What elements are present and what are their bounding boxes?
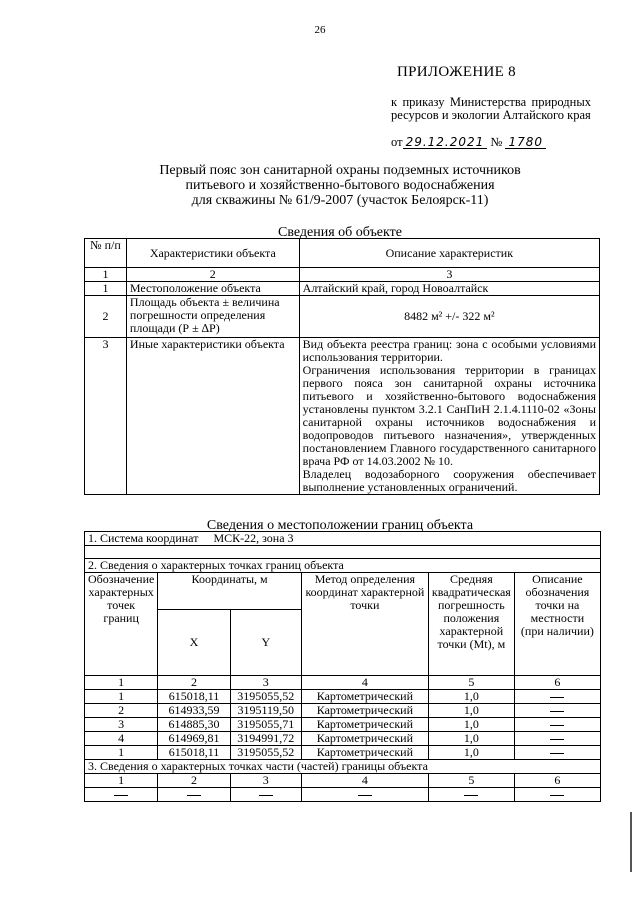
index-cell: 5 — [428, 774, 514, 788]
row-characteristic: Местоположение объекта — [126, 282, 299, 296]
point-method: Картометрический — [301, 732, 428, 746]
table-row — [85, 704, 601, 718]
point-method: Картометрический — [301, 718, 428, 732]
index-cell: 4 — [301, 676, 428, 690]
header-num: № п/п — [85, 239, 127, 268]
boundary-points-table — [84, 531, 601, 802]
table-row — [85, 732, 601, 746]
table-row — [85, 718, 601, 732]
order-reference: к приказу Министерства природных ресурсов и экологии Алтайского края — [391, 95, 591, 122]
document-title-line: Первый пояс зон санитарной охраны подземных источников — [159, 163, 521, 178]
index-cell: 6 — [514, 676, 600, 690]
empty-dash-cell — [514, 788, 600, 802]
index-cell: 1 — [85, 774, 158, 788]
point-id: 1 — [85, 746, 158, 760]
row-description: 8482 м² +/- 322 м² — [299, 296, 599, 338]
point-id: 2 — [85, 704, 158, 718]
table-row — [85, 746, 601, 760]
index-cell: 2 — [158, 676, 230, 690]
index-cell: 2 — [158, 774, 230, 788]
point-y: 3195055,52 — [230, 746, 301, 760]
index-cell: 3 — [230, 676, 301, 690]
order-prefix: от — [391, 135, 403, 149]
coord-system-value: МСК-22, зона 3 — [213, 531, 294, 545]
document-title-line: для скважины № 61/9-2007 (участок Белоярск-11) — [191, 193, 489, 208]
header-error: Средняя квадратическая погрешность положения характерной точки (Mt), м — [428, 573, 514, 676]
index-cell: 4 — [301, 774, 428, 788]
points-label: 2. Сведения о характерных точках границ объекта — [85, 559, 601, 573]
point-y: 3195119,50 — [230, 704, 301, 718]
object-info-table — [84, 238, 600, 495]
row-num: 1 — [85, 282, 127, 296]
row-num: 2 — [85, 296, 127, 338]
index-cell: 3 — [230, 774, 301, 788]
coord-system-label: 1. Система координат — [88, 531, 199, 545]
table-row — [85, 690, 601, 704]
empty-dash-cell — [230, 788, 301, 802]
point-description-dash — [514, 718, 600, 732]
empty-dash-cell — [301, 788, 428, 802]
point-id: 1 — [85, 690, 158, 704]
point-x: 615018,11 — [158, 690, 230, 704]
order-number-label: № — [490, 135, 503, 149]
section-location-title: Сведения о местоположении границ объекта — [206, 518, 474, 533]
order-date: 29.12.2021 — [403, 136, 488, 149]
table-row — [85, 788, 601, 802]
header-y: Y — [230, 610, 301, 676]
point-error: 1,0 — [428, 718, 514, 732]
empty-dash-cell — [85, 788, 158, 802]
header-coords: Координаты, м — [158, 573, 302, 610]
point-x: 614885,30 — [158, 718, 230, 732]
description-paragraph: Ограничения использования территории в границах первого пояса зон санитарной охраны источника питьевого и хозяйственно-бытового водоснабжения установлены пунктом 3.2.1 СанПиН 2.1.4.1110-02 «Зоны санитарной охраны источников водоснабжения и водопроводов питьевого назначения», утвержденных постановлением Главного государственного санитарного врача РФ от 14.03.2002 № 10. — [302, 363, 596, 468]
index-cell: 6 — [514, 774, 600, 788]
point-id: 4 — [85, 732, 158, 746]
point-error: 1,0 — [428, 704, 514, 718]
index-cell: 2 — [126, 268, 299, 282]
index-cell: 1 — [85, 676, 158, 690]
parts-label: 3. Сведения о характерных точках части (частей) границы объекта — [85, 760, 601, 774]
order-line — [391, 135, 546, 150]
empty-row — [85, 546, 601, 559]
point-error: 1,0 — [428, 746, 514, 760]
row-characteristic: Площадь объекта ± величина погрешности определения площади (Р ± ∆Р) — [126, 296, 299, 338]
point-error: 1,0 — [428, 690, 514, 704]
index-cell: 1 — [85, 268, 127, 282]
header-point: Обозначение характерных точек границ — [85, 573, 158, 676]
row-description — [299, 338, 599, 495]
scan-edge-mark — [630, 812, 632, 872]
point-method: Картометрический — [301, 746, 428, 760]
point-description-dash — [514, 732, 600, 746]
point-y: 3195055,71 — [230, 718, 301, 732]
appendix-title: ПРИЛОЖЕНИЕ 8 — [397, 64, 516, 80]
point-x: 614933,59 — [158, 704, 230, 718]
point-y: 3195055,52 — [230, 690, 301, 704]
document-title-line: питьевого и хозяйственно-бытового водоснабжения — [185, 178, 495, 193]
point-y: 3194991,72 — [230, 732, 301, 746]
index-cell: 5 — [428, 676, 514, 690]
header-x: X — [158, 610, 230, 676]
description-paragraph: Вид объекта реестра границ: зона с особыми условиями использования территории. — [302, 337, 596, 364]
empty-dash-cell — [428, 788, 514, 802]
index-cell: 3 — [299, 268, 599, 282]
row-description: Алтайский край, город Новоалтайск — [299, 282, 599, 296]
page-number: 26 — [314, 24, 326, 36]
empty-dash-cell — [158, 788, 230, 802]
point-x: 614969,81 — [158, 732, 230, 746]
point-description-dash — [514, 690, 600, 704]
description-paragraph: Владелец водозаборного сооружения обеспечивает выполнение установленных ограничений. — [302, 467, 596, 494]
row-characteristic: Иные характеристики объекта — [126, 338, 299, 495]
point-method: Картометрический — [301, 690, 428, 704]
header-characteristic: Характеристики объекта — [126, 239, 299, 268]
point-method: Картометрический — [301, 704, 428, 718]
section-object-title: Сведения об объекте — [278, 225, 402, 240]
order-number: 1780 — [505, 136, 546, 149]
header-method: Метод определения координат характерной точки — [301, 573, 428, 676]
point-description-dash — [514, 746, 600, 760]
point-x: 615018,11 — [158, 746, 230, 760]
header-description: Описание характеристик — [299, 239, 599, 268]
point-error: 1,0 — [428, 732, 514, 746]
point-description-dash — [514, 704, 600, 718]
row-num: 3 — [85, 338, 127, 495]
document-title — [0, 163, 640, 208]
header-point-description: Описание обозначения точки на местности (при наличии) — [514, 573, 600, 676]
point-id: 3 — [85, 718, 158, 732]
coord-system-row — [85, 532, 601, 546]
